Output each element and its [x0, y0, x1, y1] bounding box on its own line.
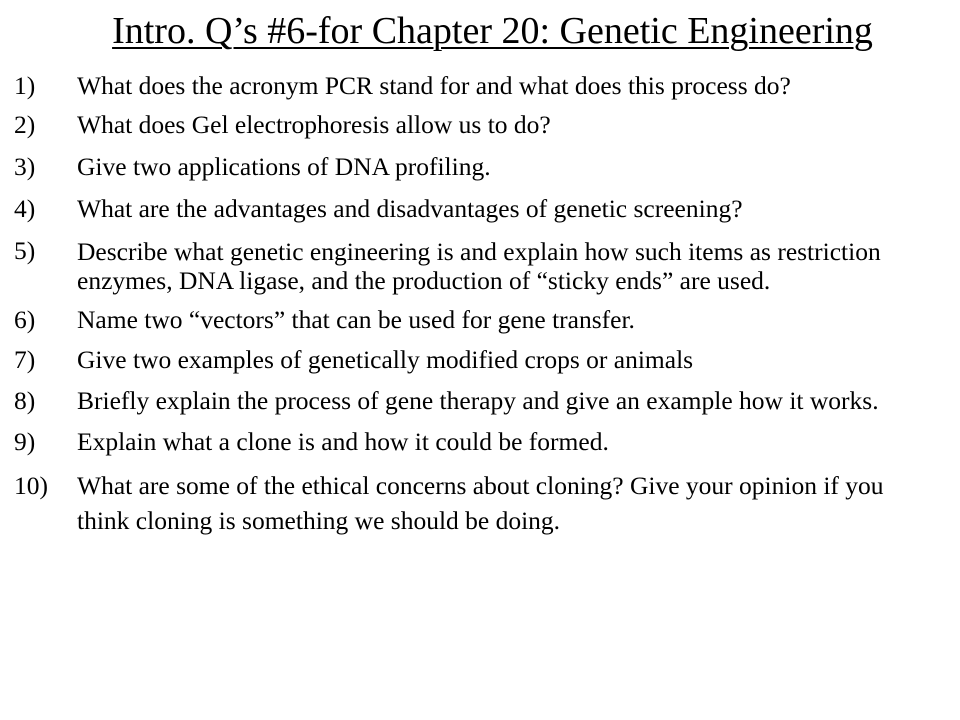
- question-list: [14, 72, 934, 538]
- question-number: 6): [14, 305, 36, 334]
- question-text: Describe what genetic engineering is and explain how such items as restriction enzymes, DNA ligase, and the production of “sticky ends” are used.: [77, 237, 881, 295]
- question-number: 1): [14, 71, 36, 100]
- slide-title: Intro. Q’s #6-for Chapter 20: Genetic Engineering: [112, 10, 873, 52]
- question-number: 9): [14, 427, 36, 456]
- question-text: Explain what a clone is and how it could be formed.: [77, 427, 609, 456]
- question-item: [14, 346, 934, 374]
- question-text: Briefly explain the process of gene therapy and give an example how it works.: [77, 386, 879, 415]
- question-number: 5): [14, 236, 36, 265]
- question-item: [14, 72, 934, 100]
- question-text: Name two “vectors” that can be used for gene transfer.: [77, 305, 635, 334]
- question-text: What does Gel electrophoresis allow us to do?: [77, 110, 551, 139]
- question-number: 7): [14, 345, 36, 374]
- question-text: Give two applications of DNA profiling.: [77, 152, 491, 181]
- question-text: What are the advantages and disadvantages of genetic screening?: [77, 194, 743, 223]
- question-item: [14, 468, 934, 538]
- question-item: [14, 306, 934, 334]
- question-item: [14, 237, 934, 295]
- question-item: [14, 111, 934, 139]
- question-item: [14, 387, 934, 415]
- question-text: Give two examples of genetically modified crops or animals: [77, 345, 694, 374]
- question-item: [14, 153, 934, 181]
- question-number: 8): [14, 386, 36, 415]
- question-number: 2): [14, 110, 36, 139]
- question-number: 10): [14, 471, 48, 500]
- question-number: 3): [14, 152, 36, 181]
- question-item: [14, 195, 934, 223]
- question-number: 4): [14, 194, 36, 223]
- question-text: What does the acronym PCR stand for and what does this process do?: [77, 71, 791, 100]
- question-item: [14, 428, 934, 456]
- question-text: What are some of the ethical concerns about cloning? Give your opinion if you think cloning is something we should be doing.: [77, 471, 884, 535]
